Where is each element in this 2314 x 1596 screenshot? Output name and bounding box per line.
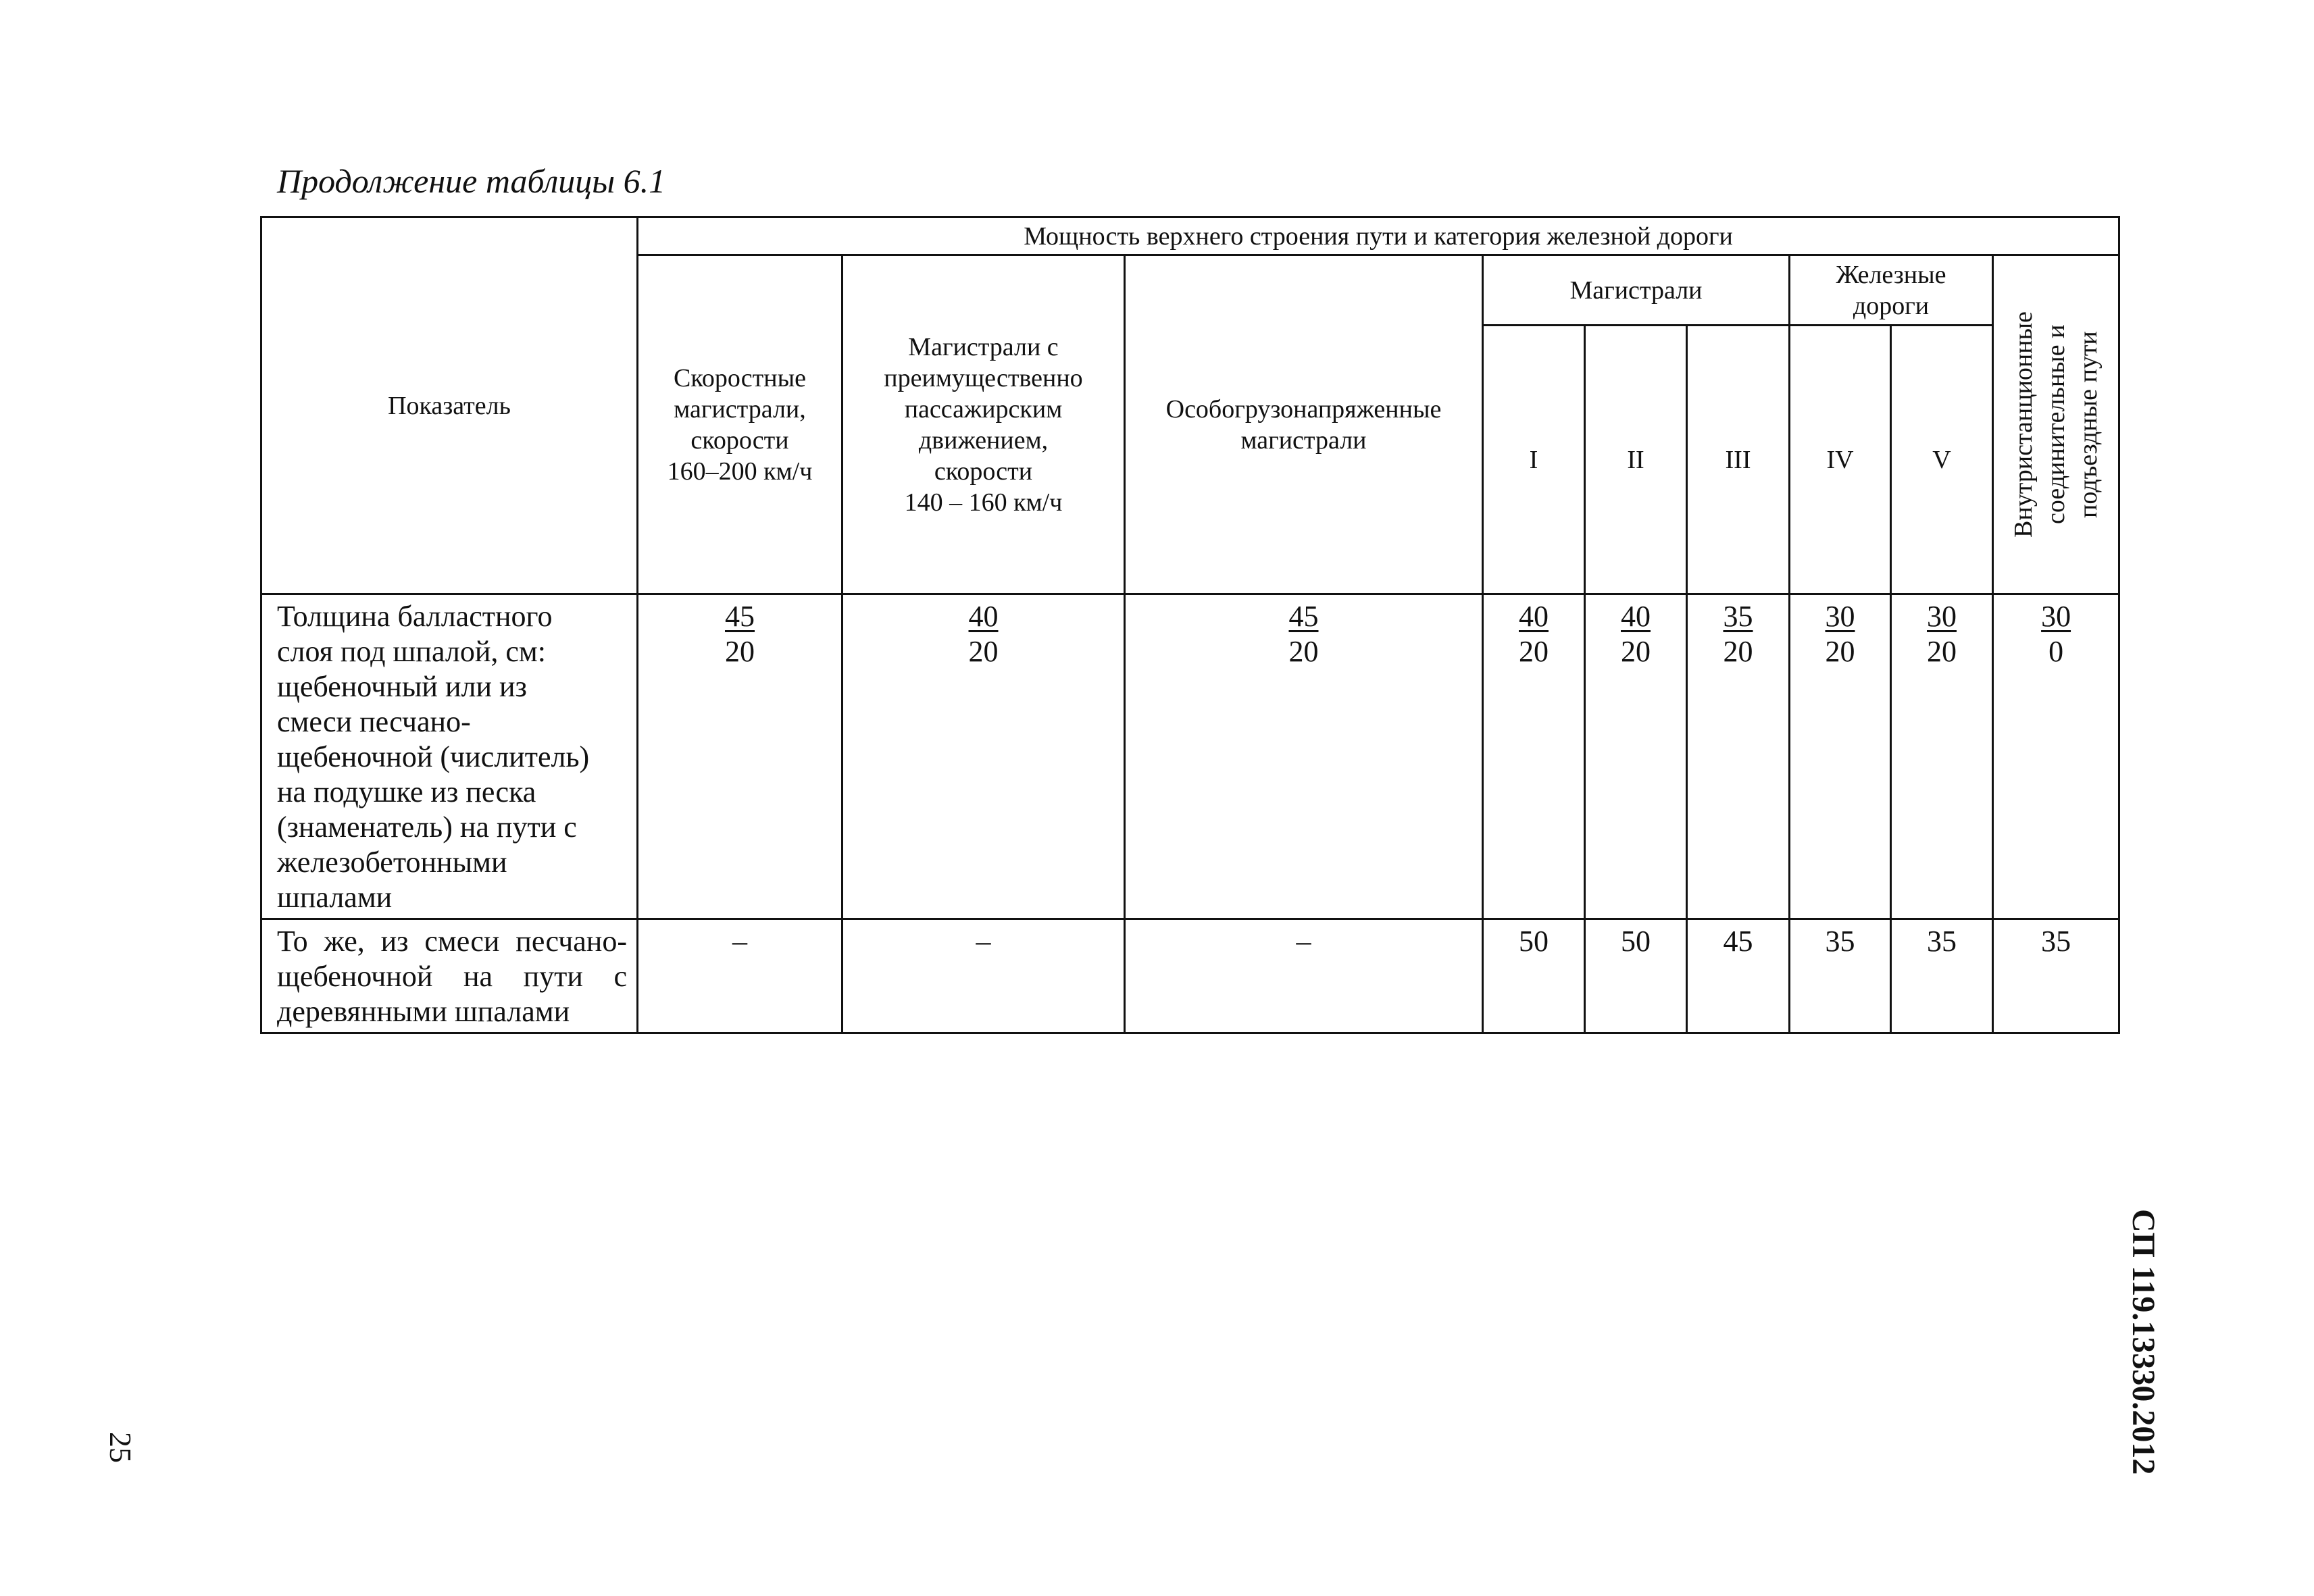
header-category-iv: IV <box>1790 326 1891 594</box>
header-passenger-lines: Магистрали с преимущественно пассажирским движением, скорости 140 – 160 км/ч <box>842 255 1125 594</box>
table-cell: $\frac{30}{20}$ <box>1790 594 1891 919</box>
header-category-i: I <box>1483 326 1585 594</box>
table-cell: $\frac{40}{20}$ <box>1483 594 1585 919</box>
ballast-table <box>260 216 2120 1034</box>
table-cell: 45 <box>1687 919 1790 1033</box>
document-code: СП 119.13330.2012 <box>2126 1209 2161 1475</box>
table-cell: – <box>1125 919 1483 1033</box>
table-cell: $\frac{30}{20}$ <box>1891 594 1993 919</box>
header-railways: Железные дороги <box>1790 255 1993 326</box>
table-cell: 35 <box>1993 919 2119 1033</box>
header-category-iii: III <box>1687 326 1790 594</box>
header-speed-lines: Скоростные магистрали, скорости 160–200 км/ч <box>638 255 842 594</box>
table-cell: $\frac{40}{20}$ <box>842 594 1125 919</box>
header-group <box>638 217 2119 255</box>
table-cell: – <box>842 919 1125 1033</box>
table-cell: $\frac{35}{20}$ <box>1687 594 1790 919</box>
table-cell: $\frac{45}{20}$ <box>1125 594 1483 919</box>
table-cell: 50 <box>1483 919 1585 1033</box>
table-caption: Продолжение таблицы 6.1 <box>277 162 666 200</box>
header-mainlines: Магистрали <box>1483 255 1790 326</box>
table-cell: 35 <box>1891 919 1993 1033</box>
table-cell: $\frac{30}{0}$ <box>1993 594 2119 919</box>
table-cell: 50 <box>1585 919 1687 1033</box>
page-number: 25 <box>103 1432 138 1463</box>
table-cell: 35 <box>1790 919 1891 1033</box>
header-indicator <box>261 217 638 594</box>
row-label: То же, из смеси песчано-щебеночной на пути с деревянными шпалами <box>261 919 638 1033</box>
header-category-v: V <box>1891 326 1993 594</box>
header-freight-lines: Особогрузонапряженные магистрали <box>1125 255 1483 594</box>
table-cell: $\frac{40}{20}$ <box>1585 594 1687 919</box>
row-label: Толщина балластного слоя под шпалой, см: щебеночный или из смеси песчано- щебеночной (числитель) на подушке из песка (знаменатель) на пути с железобетонными шпалами <box>261 594 638 919</box>
header-indicator-text: Показатель <box>388 391 511 420</box>
table-row <box>261 594 2119 919</box>
header-group-text: Мощность верхнего строения пути и категория железной дороги <box>1024 222 1733 251</box>
header-internal-tracks: Внутристанционные соединительные и подъездные пути <box>1993 255 2119 594</box>
table-row <box>261 919 2119 1033</box>
table-cell: $\frac{45}{20}$ <box>638 594 842 919</box>
table-cell: – <box>638 919 842 1033</box>
header-category-ii: II <box>1585 326 1687 594</box>
